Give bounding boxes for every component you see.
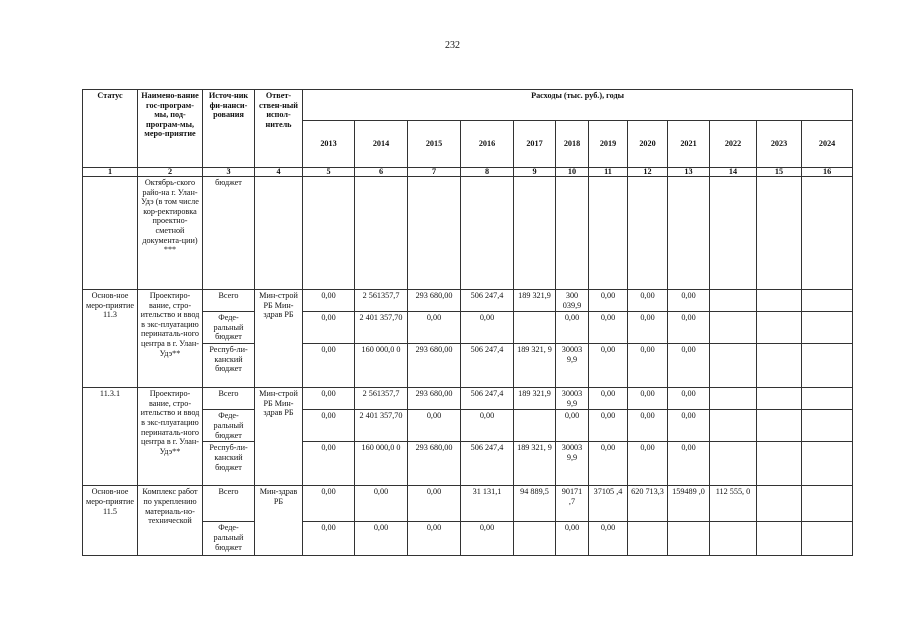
cell-value: 0,00 [628,388,668,410]
cell-value: 0,00 [303,442,355,486]
cell-value [710,177,757,290]
cell-value: 620 713,3 [628,486,668,522]
cell-value [514,312,556,344]
cell-value [802,442,853,486]
cell-value [710,410,757,442]
page-number: 232 [445,40,460,51]
cell-name: Комплекс работ по укреплению материаль-но-технической [138,486,203,556]
cell-value [514,410,556,442]
col-number: 10 [556,168,589,177]
cell-value [355,177,408,290]
cell-value: 0,00 [461,312,514,344]
cell-source: Всего [203,486,255,522]
header-year: 2023 [757,121,802,168]
header-year: 2018 [556,121,589,168]
col-number: 14 [710,168,757,177]
cell-executor: Мин-строй РБ Мин-здрав РБ [255,290,303,388]
cell-value [802,410,853,442]
col-number: 9 [514,168,556,177]
col-number: 1 [83,168,138,177]
header-year: 2014 [355,121,408,168]
cell-value [710,522,757,556]
header-year: 2021 [668,121,710,168]
cell-value: 0,00 [628,290,668,312]
cell-value [757,388,802,410]
cell-value: 0,00 [668,290,710,312]
cell-value: 0,00 [461,410,514,442]
cell-value [461,177,514,290]
cell-value: 30003 9,9 [556,344,589,388]
cell-name: Проектиро-вание, стро-ительство и ввод в экс-плуатацию перинаталь-ного центра в г. Улан-Удэ** [138,290,203,388]
cell-value: 0,00 [589,522,628,556]
cell-value: 0,00 [303,522,355,556]
col-number: 13 [668,168,710,177]
cell-value: 0,00 [589,410,628,442]
cell-executor [255,177,303,290]
col-number: 16 [802,168,853,177]
cell-value: 0,00 [303,410,355,442]
cell-value: 0,00 [556,522,589,556]
cell-value: 0,00 [628,312,668,344]
cell-executor: Мин-здрав РБ [255,486,303,556]
cell-value: 0,00 [461,522,514,556]
cell-value: 189 321, 9 [514,442,556,486]
cell-value [668,177,710,290]
cell-value: 0,00 [668,388,710,410]
cell-value: 30003 9,9 [556,442,589,486]
cell-value: 0,00 [355,486,408,522]
col-number: 11 [589,168,628,177]
header-year: 2019 [589,121,628,168]
expenses-table [82,89,853,556]
cell-source: Феде-ральный бюджет [203,522,255,556]
cell-source: Респуб-ли-канский бюджет [203,442,255,486]
cell-value: 2 561357,7 [355,290,408,312]
cell-value: 0,00 [589,290,628,312]
col-number: 12 [628,168,668,177]
cell-value [710,344,757,388]
cell-value: 0,00 [668,410,710,442]
col-number: 2 [138,168,203,177]
col-number: 6 [355,168,408,177]
header-executor: Ответ-ствен-ный испол-нитель [255,90,303,168]
cell-name: Проектиро-вание, стро-ительство и ввод в экс-плуатацию перинаталь-ного центра в г. Улан-Удэ** [138,388,203,486]
cell-value: 506 247,4 [461,388,514,410]
cell-value: 160 000,0 0 [355,344,408,388]
cell-source: Респуб-ли-канский бюджет [203,344,255,388]
cell-value [556,177,589,290]
cell-source: бюджет [203,177,255,290]
cell-status [83,177,138,290]
cell-value: 0,00 [355,522,408,556]
col-number: 4 [255,168,303,177]
cell-value: 0,00 [408,522,461,556]
cell-value: 37105 ,4 [589,486,628,522]
header-year: 2024 [802,121,853,168]
cell-name: Октябрь-ского райо-на г. Улан-Удэ (в том числе кор-ректировка проектно-сметной документа-ции) *** [138,177,203,290]
cell-value: 0,00 [589,388,628,410]
cell-value [710,442,757,486]
cell-value: 0,00 [668,344,710,388]
cell-value: 0,00 [303,290,355,312]
cell-value: 0,00 [303,312,355,344]
cell-value: 293 680,00 [408,290,461,312]
cell-value: 293 680,00 [408,344,461,388]
cell-value [668,522,710,556]
cell-value: 0,00 [628,442,668,486]
cell-value: 506 247,4 [461,290,514,312]
cell-value: 0,00 [668,312,710,344]
cell-value [802,290,853,312]
cell-value [802,486,853,522]
cell-source: Всего [203,388,255,410]
cell-value [710,290,757,312]
header-expenses: Расходы (тыс. руб.), годы [303,90,853,121]
cell-value: 0,00 [589,344,628,388]
cell-value: 0,00 [303,486,355,522]
cell-value: 94 889,5 [514,486,556,522]
cell-value [802,522,853,556]
cell-value [802,177,853,290]
cell-value [710,312,757,344]
cell-value: 90171 ,7 [556,486,589,522]
col-number: 7 [408,168,461,177]
cell-value [757,442,802,486]
col-number: 15 [757,168,802,177]
cell-value [757,290,802,312]
cell-value: 0,00 [408,312,461,344]
cell-value: 0,00 [303,388,355,410]
cell-value: 189 321,9 [514,290,556,312]
cell-value: 293 680,00 [408,442,461,486]
col-number: 5 [303,168,355,177]
cell-value: 0,00 [628,344,668,388]
cell-value [802,312,853,344]
cell-value: 0,00 [556,410,589,442]
header-year: 2017 [514,121,556,168]
cell-value: 2 401 357,70 [355,312,408,344]
cell-value: 0,00 [589,442,628,486]
cell-executor: Мин-строй РБ Мин-здрав РБ [255,388,303,486]
cell-value: 0,00 [668,442,710,486]
header-year: 2020 [628,121,668,168]
cell-value [628,177,668,290]
cell-value: 0,00 [303,344,355,388]
header-year: 2013 [303,121,355,168]
col-number: 3 [203,168,255,177]
cell-value: 31 131,1 [461,486,514,522]
cell-value [802,344,853,388]
cell-value: 0,00 [556,312,589,344]
cell-value: 189 321,9 [514,388,556,410]
cell-value: 293 680,00 [408,388,461,410]
cell-value: 300 039,9 [556,290,589,312]
cell-value [628,522,668,556]
cell-value [757,410,802,442]
cell-value [757,522,802,556]
cell-value [802,388,853,410]
cell-value: 189 321, 9 [514,344,556,388]
cell-value: 159489 ,0 [668,486,710,522]
cell-status: 11.3.1 [83,388,138,486]
header-year: 2022 [710,121,757,168]
cell-value: 0,00 [589,312,628,344]
cell-status: Основ-ное меро-приятие 11.3 [83,290,138,388]
cell-value [757,344,802,388]
cell-value [710,388,757,410]
cell-source: Феде-ральный бюджет [203,410,255,442]
cell-value [757,312,802,344]
cell-source: Всего [203,290,255,312]
cell-value: 2 401 357,70 [355,410,408,442]
cell-source: Феде-ральный бюджет [203,312,255,344]
header-name: Наимено-вание гос-програм-мы, под-програм-мы, меро-приятие [138,90,203,168]
col-number: 8 [461,168,514,177]
cell-value: 0,00 [408,486,461,522]
cell-status: Основ-ное меро-приятие 11.5 [83,486,138,556]
cell-value: 0,00 [628,410,668,442]
header-year: 2015 [408,121,461,168]
cell-value [408,177,461,290]
cell-value: 506 247,4 [461,442,514,486]
cell-value: 2 561357,7 [355,388,408,410]
cell-value: 506 247,4 [461,344,514,388]
cell-value [303,177,355,290]
cell-value: 112 555, 0 [710,486,757,522]
cell-value [757,486,802,522]
cell-value: 30003 9,9 [556,388,589,410]
cell-value: 0,00 [408,410,461,442]
cell-value: 160 000,0 0 [355,442,408,486]
cell-value [757,177,802,290]
header-status: Статус [83,90,138,168]
header-year: 2016 [461,121,514,168]
cell-value [514,177,556,290]
header-source: Источ-ник фи-нанси-рования [203,90,255,168]
cell-value [514,522,556,556]
cell-value [589,177,628,290]
